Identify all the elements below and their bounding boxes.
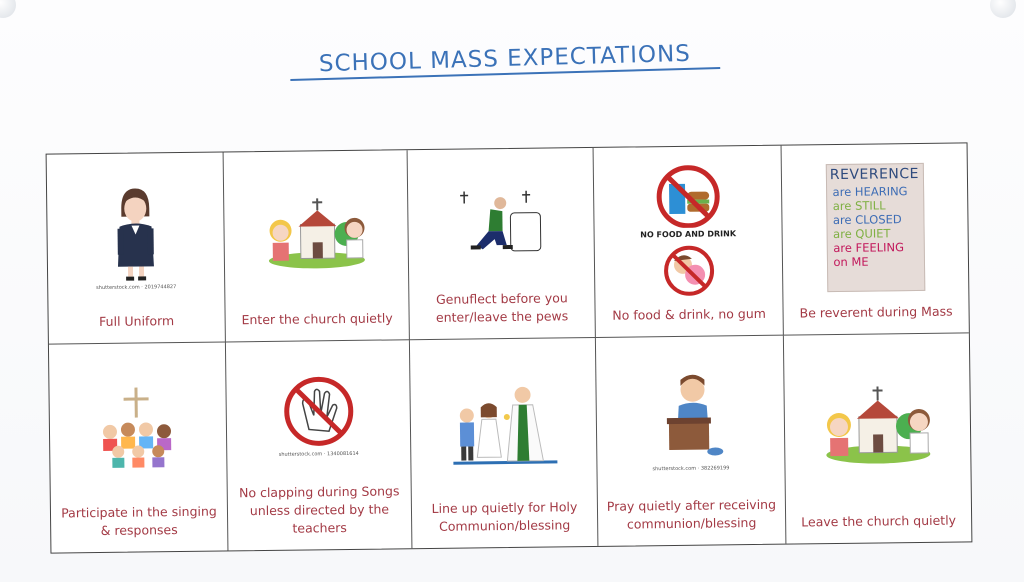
expectation-cell (224, 150, 410, 342)
expectation-caption: No food & drink, no gum (612, 305, 766, 323)
poster-line: are STILL (832, 197, 886, 213)
reverence-poster (825, 162, 925, 291)
expectation-caption: Enter the church quietly (241, 310, 393, 328)
stock-credit: shutterstock.com · 382269199 (652, 465, 730, 473)
kids-and-church-icon (790, 339, 965, 513)
expectation-cell (596, 336, 787, 546)
no-clapping-icon (232, 346, 405, 484)
kids-and-church-icon (230, 156, 403, 311)
expectation-cell (47, 152, 226, 344)
expectation-caption: No clapping during Songs unless directed by the teachers (238, 483, 400, 536)
expectation-caption: Line up quietly for Holy Communion/blessing (431, 499, 578, 534)
page-title: SCHOOL MASS EXPECTATIONS (290, 40, 721, 81)
expectation-caption: Participate in the singing & responses (61, 503, 217, 539)
kneeling-man-icon (414, 154, 589, 291)
poster-line: are CLOSED (832, 211, 902, 227)
expectation-cell (782, 143, 969, 335)
girl-in-uniform-icon (53, 159, 219, 314)
expectations-grid (46, 142, 973, 553)
poster-line: on ME (833, 254, 869, 269)
expectation-caption: Pray quietly after receiving communion/blessing (606, 496, 777, 532)
choir-children-icon (55, 349, 221, 505)
expectation-cell (408, 148, 596, 340)
pin-icon (0, 0, 16, 18)
holy-communion-icon (416, 344, 591, 500)
expectation-caption: Full Uniform (99, 313, 175, 330)
expectation-cell (49, 342, 229, 552)
stock-credit: shutterstock.com · 2019744827 (96, 283, 177, 291)
expectation-cell (226, 340, 413, 550)
expectation-cell (784, 333, 972, 543)
poster-line: are FEELING (833, 239, 905, 255)
expectation-caption: Be reverent during Mass (799, 303, 953, 321)
poster-line: are HEARING (832, 183, 908, 199)
no-food-label: NO FOOD AND DRINK (640, 229, 737, 240)
pin-icon (990, 0, 1016, 18)
poster-heading: REVERENCE (829, 165, 920, 183)
no-food-icon (600, 152, 777, 307)
poster-line: are QUIET (833, 225, 891, 241)
no-gum-icon (660, 242, 717, 297)
praying-boy-icon (602, 342, 779, 498)
expectation-caption: Leave the church quietly (801, 512, 957, 530)
expectation-cell (410, 338, 599, 548)
expectation-cell (594, 146, 784, 338)
expectation-caption: Genuflect before you enter/leave the pews (435, 290, 569, 325)
reverence-poster-icon (788, 149, 963, 304)
stock-credit: shutterstock.com · 1340081614 (278, 450, 359, 458)
